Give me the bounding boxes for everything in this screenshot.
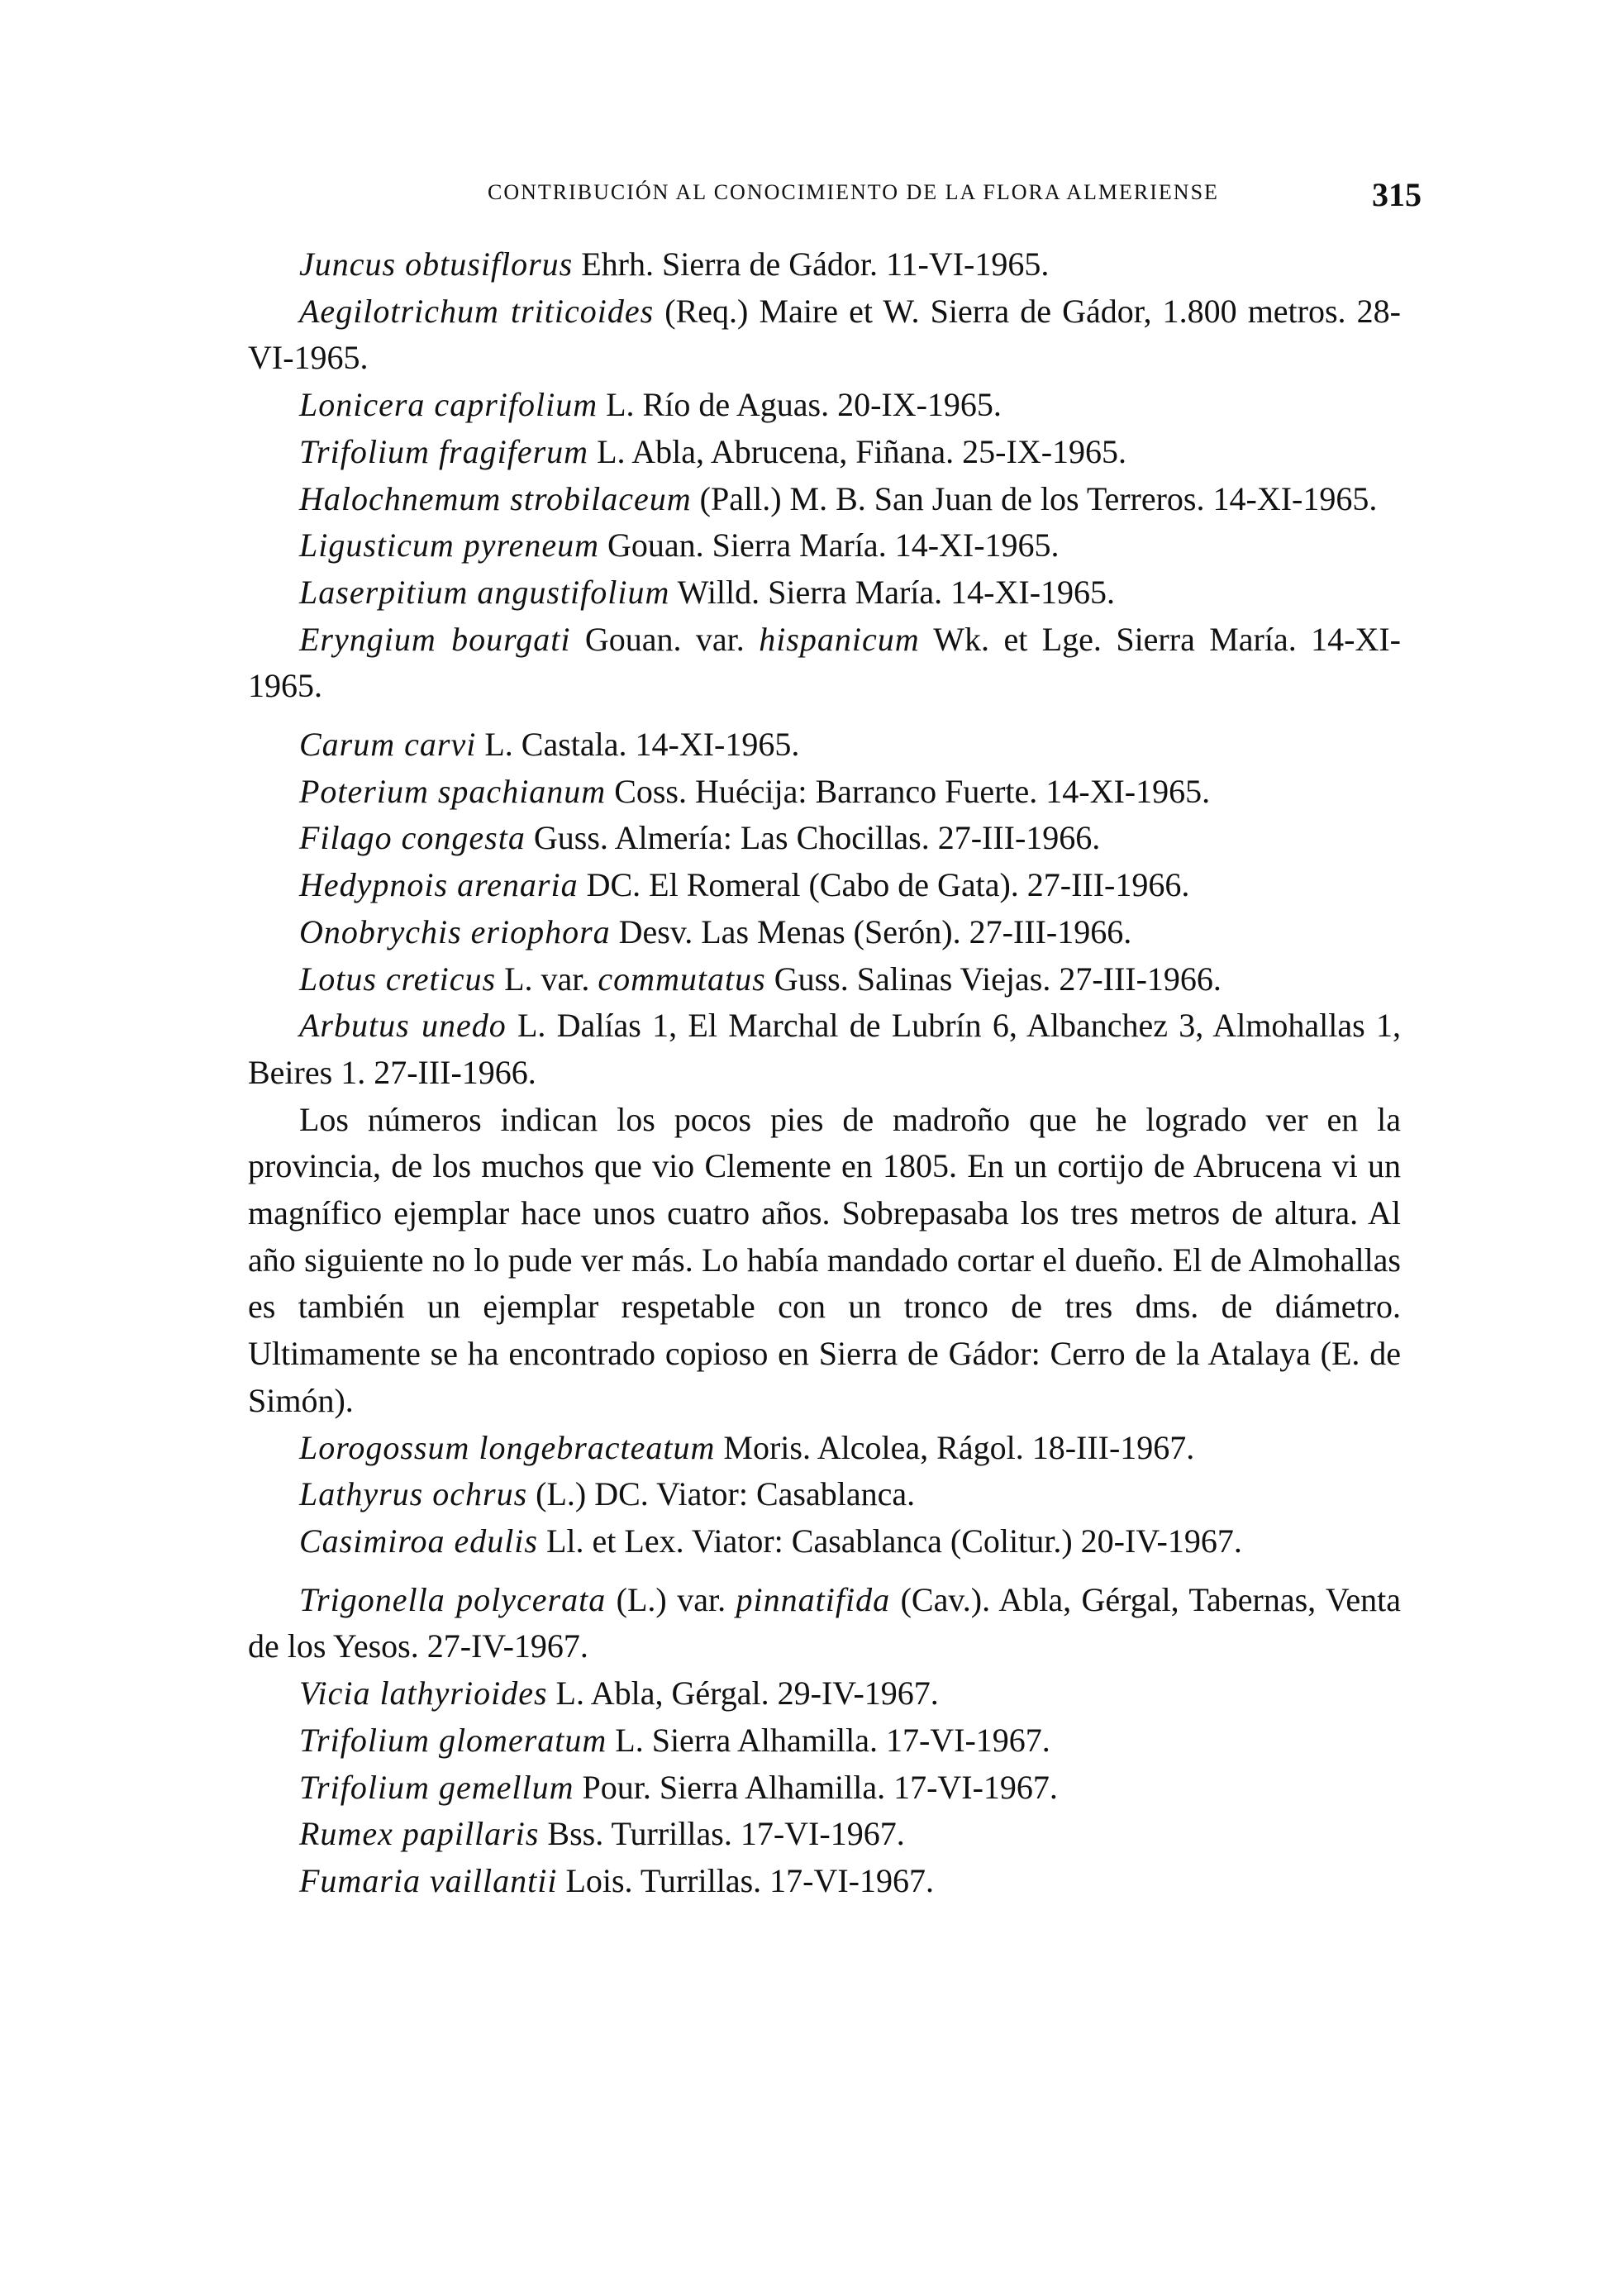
taxon-name: Rumex papillaris [299, 1815, 540, 1853]
species-entry [248, 1471, 1401, 1518]
species-entry [248, 956, 1401, 1003]
species-entry [248, 1518, 1401, 1565]
entry-details: DC. El Romeral (Cabo de Gata). 27-III-1966. [578, 866, 1190, 904]
taxon-name: Poterium spachianum [299, 772, 607, 810]
variety-name: commutatus [598, 960, 766, 998]
species-entry [248, 1717, 1401, 1765]
page-header [248, 175, 1422, 217]
entry-details: Pour. Sierra Alhamilla. 17-VI-1967. [574, 1768, 1058, 1806]
taxon-name: Trifolium fragiferum [299, 432, 589, 470]
species-entry [248, 241, 1401, 288]
species-entry [248, 382, 1401, 429]
taxon-name: Lathyrus ochrus [299, 1475, 528, 1513]
page-number: 315 [1372, 176, 1422, 213]
entry-details: (L.) DC. Viator: Casablanca. [527, 1475, 916, 1513]
variety-name: pinnatifida [736, 1580, 891, 1618]
taxon-name: Lonicera caprifolium [299, 386, 598, 424]
taxon-name: Ligusticum pyreneum [299, 526, 600, 564]
taxon-name: Filago congesta [299, 819, 526, 857]
taxon-name: Carum carvi [299, 726, 477, 764]
entry-details: Moris. Alcolea, Rágol. 18-III-1967. [715, 1428, 1195, 1466]
entry-details: Gouan. Sierra María. 14-XI-1965. [599, 526, 1060, 564]
species-entry [248, 476, 1401, 523]
entry-details: L. Dalías 1, El Marchal de Lubrín 6, Albanchez 3, Almohallas 1, Beires 1. 27-III-1966. [248, 1007, 1401, 1091]
entry-details: L. Río de Aguas. 20-IX-1965. [598, 386, 1002, 424]
species-entry [248, 722, 1401, 769]
species-entry [248, 1858, 1401, 1905]
entry-details: Coss. Huécija: Barranco Fuerte. 14-XI-1965. [606, 772, 1211, 810]
taxon-name: Halochnemum strobilaceum [299, 479, 692, 517]
entry-details: L. Sierra Alhamilla. 17-VI-1967. [607, 1721, 1050, 1759]
taxon-name: Laserpitium angustifolium [299, 573, 670, 611]
taxon-name: Vicia lathyrioides [299, 1674, 548, 1713]
species-entry [248, 862, 1401, 909]
taxon-name: Juncus obtusiflorus [299, 245, 574, 283]
entry-details: Bss. Turrillas. 17-VI-1967. [539, 1815, 905, 1853]
running-title: CONTRIBUCIÓN AL CONOCIMIENTO DE LA FLORA ALMERIENSE [488, 180, 1219, 204]
species-entry [248, 617, 1401, 710]
species-entry [248, 1425, 1401, 1472]
entry-details: (Req.) Maire et W. Sierra de Gádor, 1.800 metros. 28-VI-1965. [248, 292, 1401, 377]
species-entry [248, 1765, 1401, 1812]
madrono-note: Los números indican los pocos pies de madroño que he logrado ver en la provincia, de los muchos que vio Clemente en 1805. En un cortijo de Abrucena vi un magnífico ejemplar hace unos cuatro años. Sobrepasaba los tres metros de altura. Al año siguiente no lo pude ver más. Lo había mandado cortar el dueño. El de Almohallas es también un ejemplar respetable con un tronco de tres dms. de diámetro. Ultimamente se ha encontrado copioso en Sierra de Gádor: Cerro de la Atalaya (E. de Simón). [248, 1100, 1401, 1419]
taxon-name: Arbutus unedo [299, 1007, 507, 1045]
taxon-name: Aegilotrichum triticoides [299, 292, 655, 330]
taxon-name: Trigonella polycerata [299, 1580, 607, 1618]
species-entry [248, 288, 1401, 382]
entry-details: L. Castala. 14-XI-1965. [476, 726, 800, 764]
species-entry [248, 569, 1401, 617]
taxon-name: Lotus creticus [299, 960, 497, 998]
taxon-name: Hedypnois arenaria [299, 866, 579, 904]
entry-details: L. Abla, Gérgal. 29-IV-1967. [547, 1674, 939, 1713]
taxon-name: Onobrychis eriophora [299, 912, 611, 950]
entry-details: Lois. Turrillas. 17-VI-1967. [557, 1861, 935, 1899]
entry-details: Ehrh. Sierra de Gádor. 11-VI-1965. [573, 245, 1050, 283]
entry-details: Gouan. var. [570, 620, 760, 658]
taxon-name: Trifolium gemellum [299, 1768, 574, 1806]
taxon-name: Fumaria vaillantii [299, 1861, 558, 1899]
species-entry [248, 815, 1401, 862]
taxon-name: Eryngium bourgati [299, 620, 571, 658]
entry-details: L. var. [496, 960, 598, 998]
species-entry [248, 909, 1401, 956]
taxon-name: Trifolium glomeratum [299, 1721, 607, 1759]
species-entry [248, 769, 1401, 816]
entry-details: L. Abla, Abrucena, Fiñana. 25-IX-1965. [588, 432, 1127, 470]
species-entry [248, 1811, 1401, 1858]
taxon-name: Casimiroa edulis [299, 1522, 538, 1560]
species-entry [248, 522, 1401, 569]
entry-details: Wk. et Lge. Sierra María. 14-XI-1965. [248, 620, 1401, 705]
entry-details: (L.) var. [606, 1580, 736, 1618]
species-entry [248, 1003, 1401, 1096]
entry-details: (Cav.). Abla, Gérgal, Tabernas, Venta de los Yesos. 27-IV-1967. [248, 1580, 1401, 1665]
entry-details: Guss. Salinas Viejas. 27-III-1966. [765, 960, 1222, 998]
variety-name: hispanicum [759, 620, 920, 658]
entry-details: Ll. et Lex. Viator: Casablanca (Colitur.) 20-IV-1967. [538, 1522, 1242, 1560]
species-entry [248, 1670, 1401, 1717]
entry-details: (Pall.) M. B. San Juan de los Terreros. 14-XI-1965. [691, 479, 1378, 517]
taxon-name: Lorogossum longebracteatum [299, 1428, 716, 1466]
species-entry [248, 429, 1401, 476]
species-list [248, 241, 1401, 1905]
entry-details: Willd. Sierra María. 14-XI-1965. [669, 573, 1116, 611]
entry-details: Desv. Las Menas (Serón). 27-III-1966. [610, 912, 1132, 950]
entry-details: Guss. Almería: Las Chocillas. 27-III-1966. [525, 819, 1101, 857]
species-entry [248, 1577, 1401, 1670]
